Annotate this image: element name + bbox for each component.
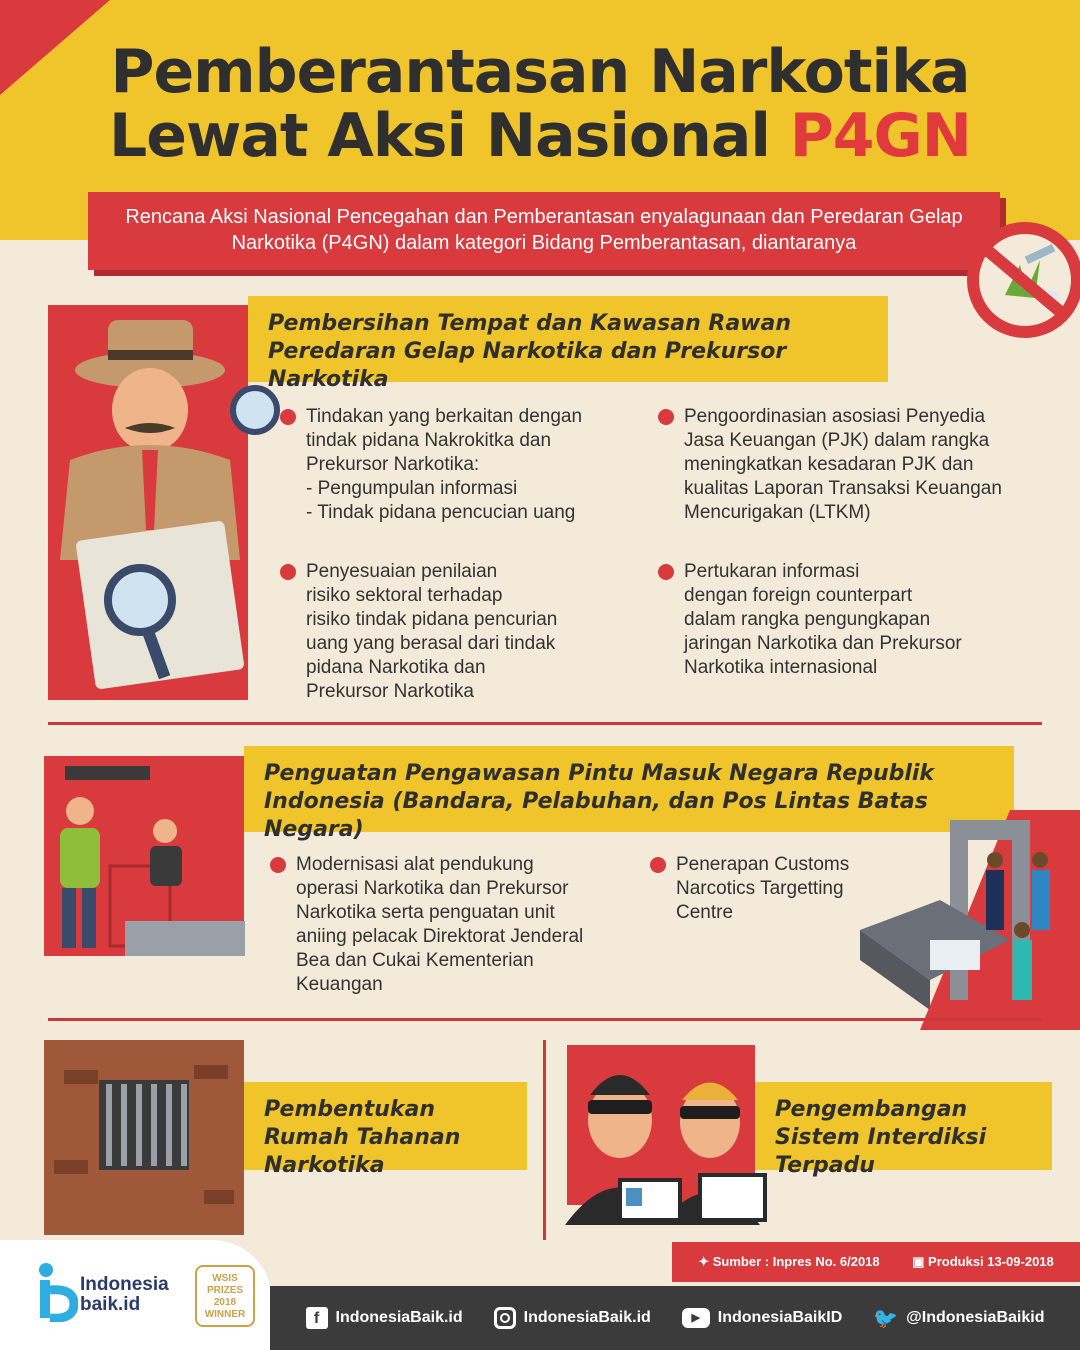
social-twitter[interactable]: 🐦 @IndonesiaBaikid: [873, 1307, 1045, 1330]
section-2-bullet-2: Penerapan Customs Narcotics Targetting Centre: [650, 853, 890, 925]
instagram-icon: [494, 1307, 516, 1329]
vertical-divider: [543, 1040, 546, 1240]
title-line-2: Lewat Aksi Nasional P4GN: [109, 101, 971, 171]
bullet-dot: [658, 564, 674, 580]
security-scanner-illustration: [860, 780, 1080, 1030]
section-divider-1: [48, 722, 1042, 725]
section-3-right-heading: Pengembangan Sistem Interdiksi Terpadu: [755, 1082, 1052, 1170]
title-line-1: Pemberantasan Narkotika: [110, 37, 970, 107]
detective-illustration: [30, 300, 280, 700]
section-1-bullet-3: Penyesuaian penilaian risiko sektoral terhadap risiko tindak pidana pencurian uang yang berasal dari tindak pidana Narkotika dan Prekursor Narkotika: [280, 560, 640, 704]
bullet-dot: [280, 409, 296, 425]
section-2-bullet-1: Modernisasi alat pendukung operasi Narkotika dan Prekursor Narkotika serta penguatan unit aniing pelacak Direktorat Jenderal Bea dan Cukai Kementerian Keuangan: [270, 853, 640, 997]
source-bar: [672, 1242, 1080, 1282]
social-bar: [270, 1286, 1080, 1350]
social-facebook[interactable]: f IndonesiaBaik.id: [306, 1307, 463, 1329]
title-accent: P4GN: [789, 101, 971, 171]
bullet-dot: [270, 857, 286, 873]
bullet-dot: [658, 409, 674, 425]
bullet-dot: [650, 857, 666, 873]
section-1-heading: Pembersihan Tempat dan Kawasan Rawan Peredaran Gelap Narkotika dan Prekursor Narkotika: [248, 296, 888, 382]
logo-text: Indonesia baik.id: [80, 1274, 169, 1315]
indonesiabaik-logo-icon: [38, 1262, 78, 1322]
award-badge: WSIS PRIZES 2018 WINNER: [195, 1265, 255, 1327]
prison-wall-illustration: [44, 1040, 244, 1235]
production-text: ▣ Produksi 13-09-2018: [912, 1254, 1054, 1269]
airport-desk-illustration: [40, 756, 250, 966]
youtube-icon: ▶: [682, 1308, 710, 1328]
section-divider-2: [48, 1018, 1042, 1021]
social-instagram[interactable]: IndonesiaBaik.id: [494, 1307, 651, 1329]
facebook-icon: f: [306, 1307, 328, 1329]
twitter-icon: 🐦: [873, 1307, 899, 1330]
subtitle: Rencana Aksi Nasional Pencegahan dan Pemberantasan enyalagunaan dan Peredaran Gelap Narkotika (P4GN) dalam kategori Bidang Pemberantasan, diantaranya: [88, 192, 1000, 270]
social-youtube[interactable]: ▶ IndonesiaBaikID: [682, 1308, 842, 1328]
bullet-dot: [280, 564, 296, 580]
section-1-bullet-1: Tindakan yang berkaitan dengan tindak pidana Nakrokitka dan Prekursor Narkotika: - Pengumpulan informasi - Tindak pidana pencucian uang: [280, 405, 640, 525]
source-text: ✦ Sumber : Inpres No. 6/2018: [698, 1254, 880, 1269]
section-1-bullet-2: Pengoordinasian asosiasi Penyedia Jasa Keuangan (PJK) dalam rangka meningkatkan kesadaran PJK dan kualitas Laporan Transaksi Keuangan Mencurigakan (LTKM): [658, 405, 1058, 525]
no-drugs-icon: [965, 220, 1080, 340]
agents-illustration: [560, 1050, 775, 1225]
section-3-left-heading: Pembentukan Rumah Tahanan Narkotika: [244, 1082, 527, 1170]
section-2-heading: Penguatan Pengawasan Pintu Masuk Negara Republik Indonesia (Bandara, Pelabuhan, dan Pos Lintas Batas Negara): [244, 746, 1014, 832]
section-1-bullet-4: Pertukaran informasi dengan foreign counterpart dalam rangka pengungkapan jaringan Narkotika dan Prekursor Narkotika internasional: [658, 560, 1058, 680]
page-title: [60, 37, 1020, 171]
